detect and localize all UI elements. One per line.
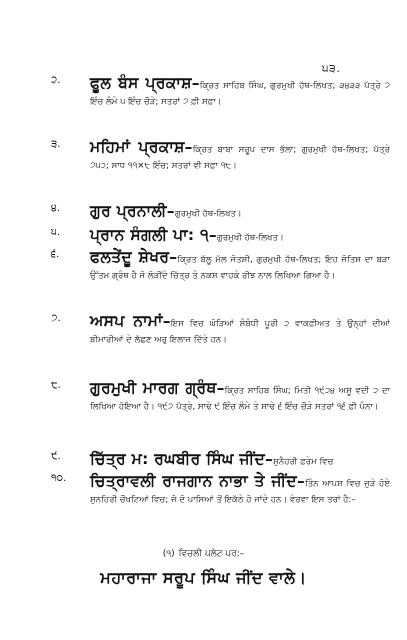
footnote-text: ਵਿਚਲੀ ਪਲੇਟ ਪਰ:– bbox=[178, 549, 245, 559]
entry-7 bbox=[0, 312, 407, 379]
footer-title: ਮਹਾਰਾਜਾ ਸਰੂਪ ਸਿੰਘ ਜੀਂਦ ਵਾਲੇ। bbox=[100, 568, 307, 587]
entry-title: ਗੁਰ ਪ੍ਰਨਾਲੀ– bbox=[90, 202, 175, 220]
footnote bbox=[0, 549, 407, 559]
entry-number: ੮. bbox=[51, 380, 61, 391]
entry-number: ੨. bbox=[51, 75, 61, 86]
entry-title: ਚਿਤ੍ਰਾਵਲੀ ਰਾਜਗਾਨ ਨਾਭਾ ਤੇ ਜੀਂਦ– bbox=[90, 472, 306, 490]
entry-title: ਗੁਰਮੁਖੀ ਮਾਰਗ ਗ੍ਰੰਥ– bbox=[90, 379, 225, 397]
entry-title: ਪ੍ਰਾਨ ਸੰਗਲੀ ਪਾ: ੧– bbox=[90, 226, 217, 244]
entry-description: ਸੁਨੈਹਰੀ ਫ਼ਰੇਮ ਵਿਚ bbox=[273, 457, 334, 467]
entry-number: ੭. bbox=[51, 313, 61, 324]
entry-description: ਤਿੰਨ ਆਪਸ ਵਿਚ ਜੁੜੇ ਹੋਏ ਸੁਨਹਿਰੀ ਚੌਖਟਿਆਂ ਵਿਚ; ਜੋ ਦੋ ਪਾਸਿਆਂ ਤੋਂ ਇਕੱਠੇ ਹੋ ਜਾਂਦੇ ਹਨ। ਵੇਰਵਾ ਇਸ ਤਰਾਂ ਹੈ:– bbox=[90, 479, 390, 505]
entry-description: ਇਸ ਵਿਚ ਘੋੜਿਆਂ ਸੰਬੰਧੀ ਪੂਰੀ ੨ ਵਾਕਫ਼ੀਅਤ ਤੇ ਉਨ੍ਹਾਂ ਦੀਆਂ ਬੀਮਾਰੀਆਂ ਦੇ ਲੱਛਣ ਅਰੁ ਇਲਾਜ ਦਿੱਤੇ ਹਨ। bbox=[90, 319, 391, 345]
entry-3 bbox=[0, 138, 407, 202]
entry-title: ਚਿੱਤ੍ਰ ਮ: ਰਘਬੀਰ ਸਿੰਘ ਜੀਂਦ– bbox=[90, 450, 274, 468]
entry-6 bbox=[0, 248, 407, 312]
entry-8 bbox=[0, 379, 407, 450]
entry-2 bbox=[0, 74, 407, 138]
entry-5 bbox=[0, 226, 407, 248]
entry-number: ੩. bbox=[51, 139, 61, 150]
entry-description: ਗੁਰਮੁਖੀ ਹੱਥ-ਲਿਖਤ। bbox=[174, 209, 242, 219]
entry-title: ਮਹਿਮਾਂ ਪ੍ਰਕਾਸ਼– bbox=[90, 138, 193, 156]
entry-9 bbox=[0, 450, 407, 472]
entry-description: ਗੁਰਮੁਖੀ ਹੱਥ-ਲਿਖਤ। bbox=[216, 233, 284, 243]
entry-title: ਫੂਲ ਬੰਸ ਪ੍ਰਕਾਸ਼– bbox=[90, 74, 200, 92]
footnote-reference: (੧) bbox=[162, 549, 175, 559]
entry-description: ਕ੍ਰਿਤ ਸਾਹਿਬ ਸਿੰਘ, ਗੁਰਮੁਖੀ ਹੱਥ-ਲਿਖਤ; ੩੪੩੩ ਪੱਤ੍ਰੇ ੭ ਇੰਚ ਲੰਮੇ ੫ ਇੰਚ ਚੌੜੇ; ਸਤਰਾਂ ੭ ਫ਼ੀ ਸਫ਼ਾ। bbox=[90, 81, 390, 107]
entries-list bbox=[0, 74, 407, 536]
entry-description: ਕ੍ਰਿਤ ਸਾਹਿਬ ਸਿੰਘ; ਮਿਤੀ ੧੯੨੪ ਅਸੂ ਵਦੀ ੨ ਦਾ ਲਿਖਿਆ ਹੋਇਆ ਹੈ। ੧੯੭ ਪੱਤ੍ਰੇ, ਸਾਢੇ ੯ ਇੰਚ ਲੰਮੇ ਤੇ ਸਾਢੇ ੬ ਇੰਚ ਚੌੜੇ ਸਤਰਾਂ ੧੬ ਫ਼ੀ ਪੰਨਾ। bbox=[90, 386, 390, 412]
entry-title: ਅਸਪ ਨਾਮਾਂ– bbox=[90, 312, 171, 330]
entry-description: ਕ੍ਰਿਤ ਬੱਲੂ ਮੱਲ ਜੋਤਸ਼ੀ, ਗੁਰਮੁਖੀ ਹੱਥ-ਲਿਖਤ; ਇਹ ਜੋਤਿਸ਼ ਦਾ ਬੜਾ ਉੱਤਮ ਗ੍ਰੰਥ ਹੈ ਜੋ ਲੋੜੀਂਦੇ ਚਿੱਤ੍ਰ ਤੇ ਨਕਸ਼ ਵਾਹਕੇ ਰੀਝ ਨਾਲ ਲਿਖਿਆ ਗਿਆ ਹੈ। bbox=[90, 255, 390, 281]
entry-number: ੪. bbox=[51, 203, 60, 214]
entry-number: ੧੦. bbox=[51, 473, 67, 484]
entry-description: ਕ੍ਰਿਤ ਬਾਬਾ ਸਰੂਪ ਦਾਸ ਭੱਲਾ; ਗੁਰਮੁਖੀ ਹੱਥ-ਲਿਖਤ; ਪੱਤ੍ਰੇ ੭੫੨; ਸਾਧ ੧੧×੮ ਇੰਚ; ਸਤਰਾਂ ਵੀ ਸਫ਼ਾ ੧੮। bbox=[90, 145, 391, 171]
entry-number: ੫. bbox=[51, 227, 61, 238]
entry-10 bbox=[0, 472, 407, 536]
entry-number: ੯. bbox=[51, 451, 61, 462]
entry-number: ੬. bbox=[51, 249, 60, 260]
page-number: ੫੩. bbox=[322, 62, 341, 75]
entry-4 bbox=[0, 202, 407, 226]
entry-title: ਫਲਤੇਂਦੂ ਸ਼ੇਖਰ– bbox=[90, 248, 178, 266]
